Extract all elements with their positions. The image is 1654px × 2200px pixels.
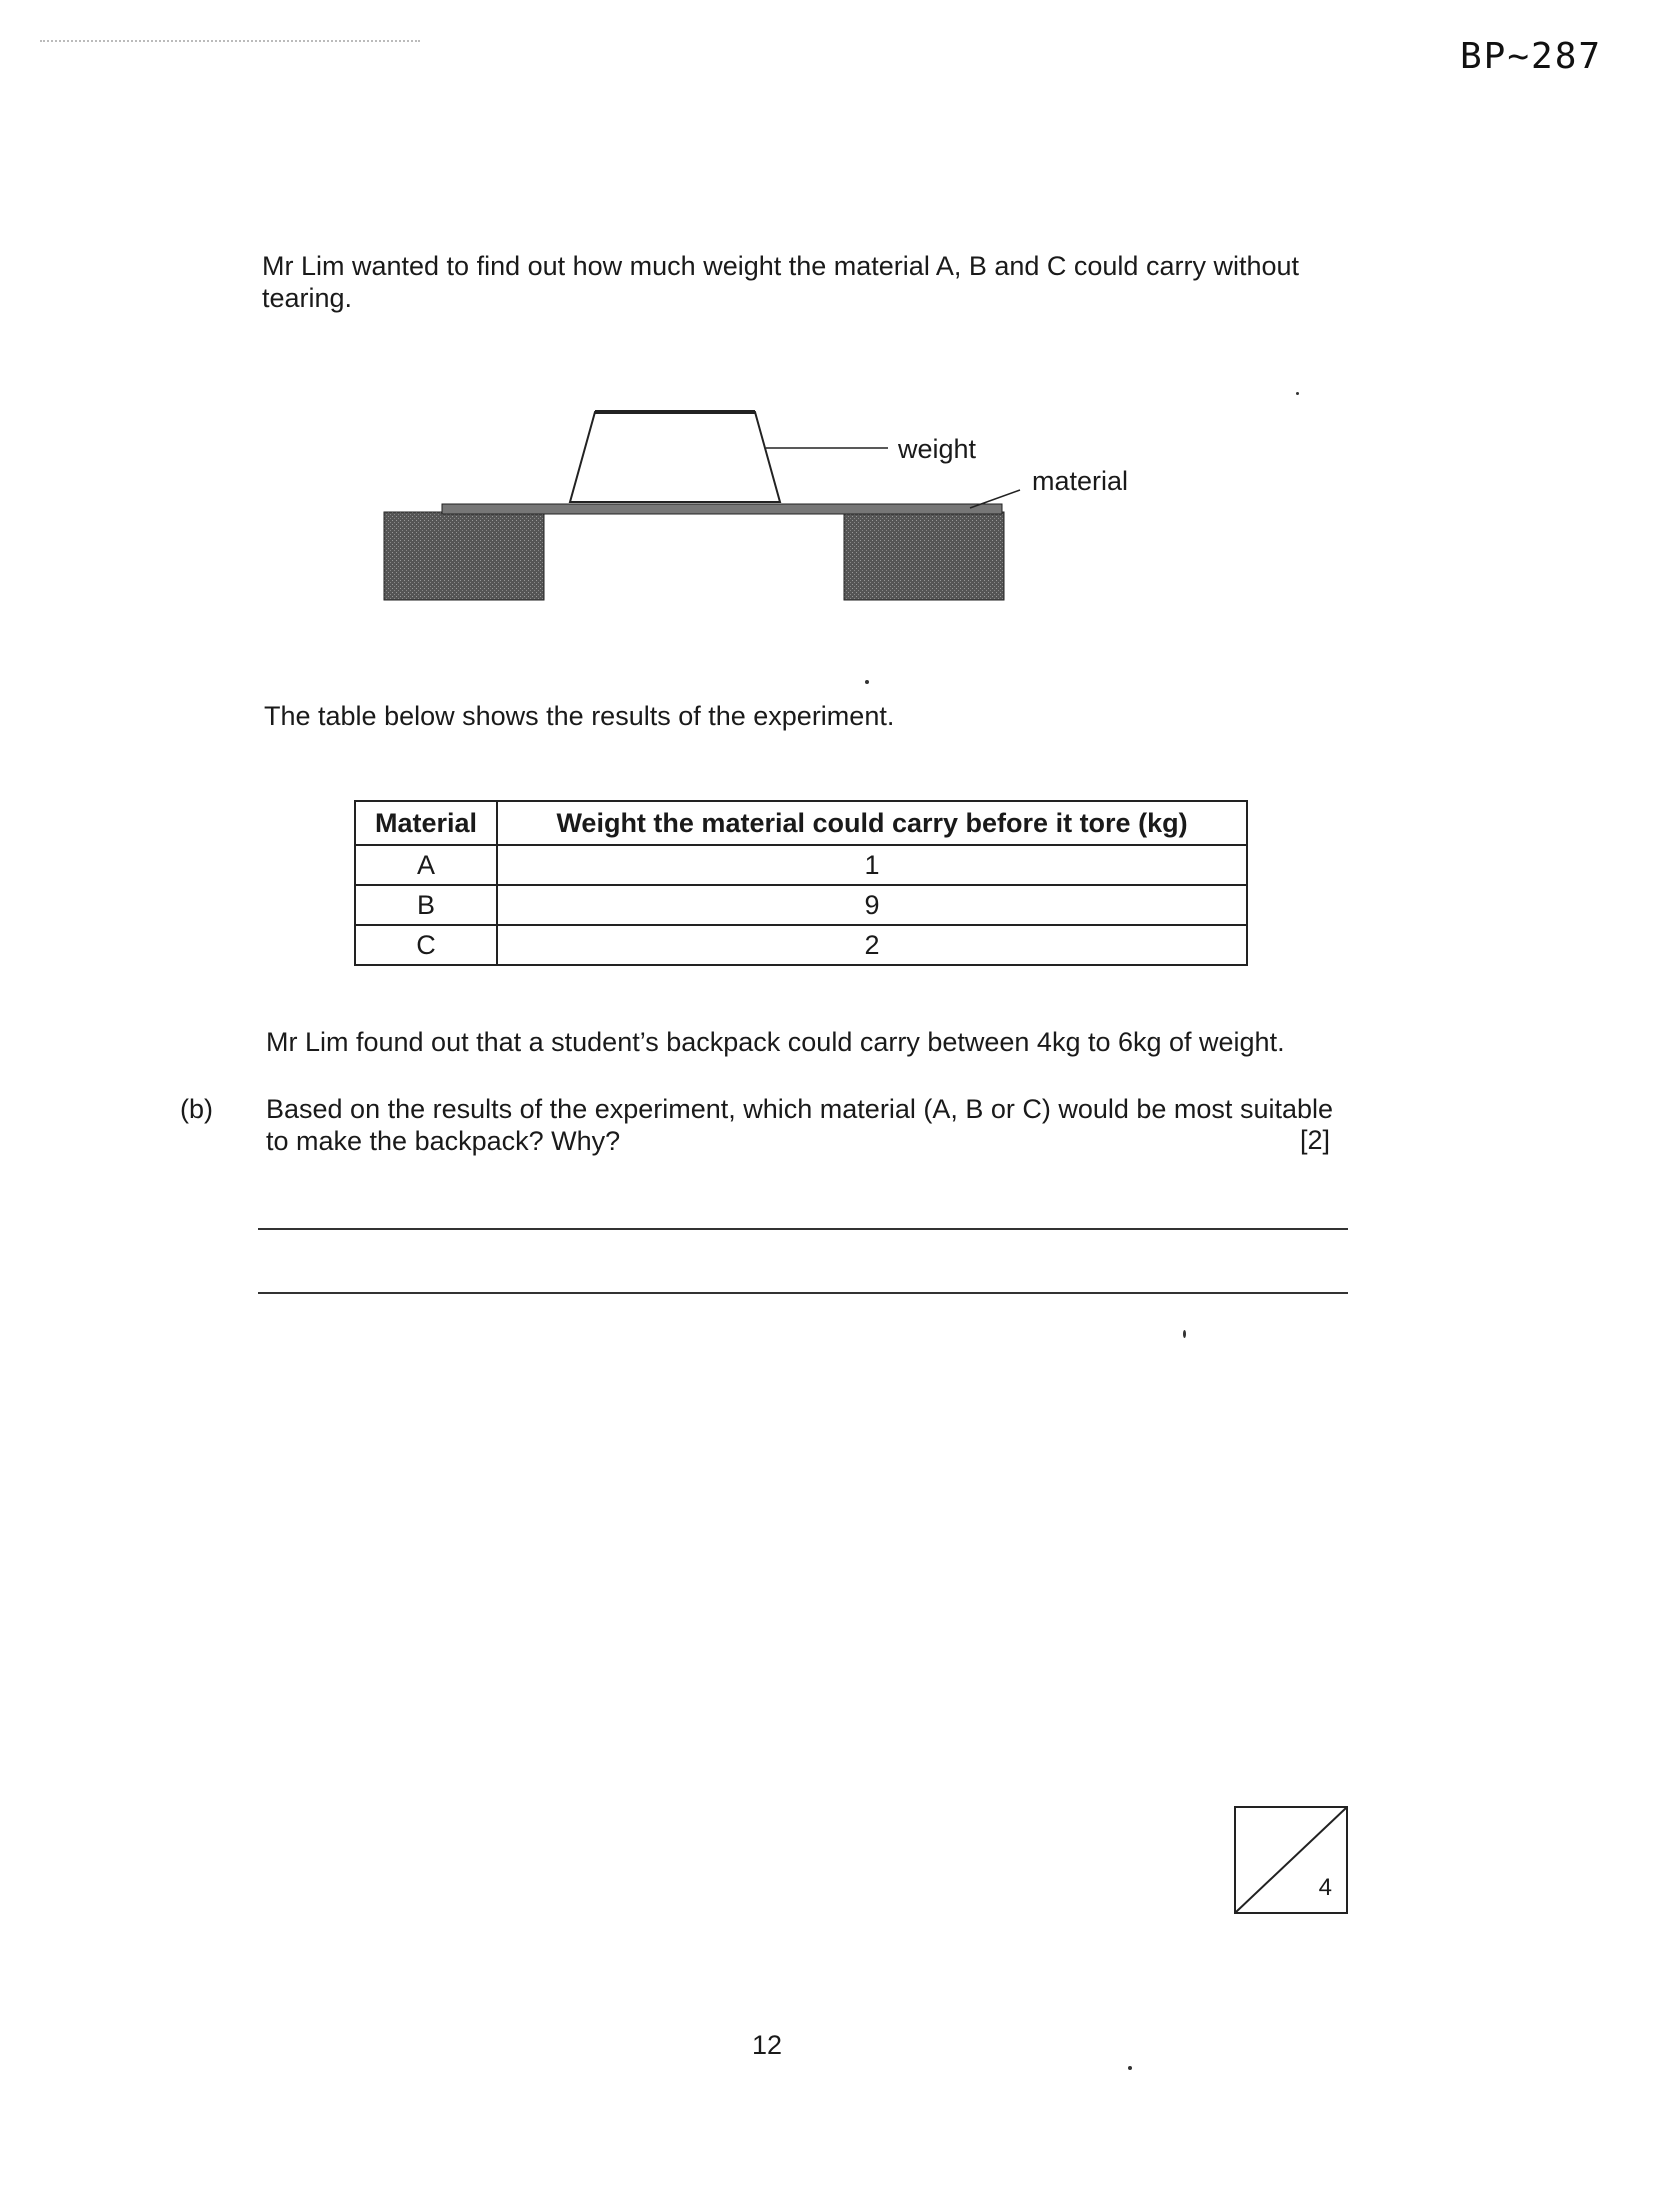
marks-value: 4 — [1318, 1874, 1332, 1901]
backpack-note-text: Mr Lim found out that a student’s backpack could carry between 4kg to 6kg of weight. — [266, 1027, 1285, 1057]
scan-speck — [1296, 392, 1299, 395]
right-support — [844, 512, 1004, 600]
answer-line[interactable] — [258, 1292, 1348, 1294]
scan-speck — [865, 680, 869, 684]
experiment-diagram — [380, 400, 1180, 620]
scan-speck — [1128, 2066, 1132, 2070]
cell-material: A — [355, 845, 497, 885]
table-row — [355, 925, 1247, 965]
paper-code: BP~287 — [1460, 36, 1603, 77]
weight-label: weight — [898, 434, 977, 464]
material-strip — [442, 504, 1002, 514]
scan-speck — [1183, 1330, 1186, 1338]
marks-box — [1234, 1806, 1348, 1914]
question-marks: [2] — [1300, 1125, 1331, 1155]
header-weight: Weight the material could carry before it tore (kg) — [497, 801, 1247, 845]
material-label: material — [1032, 466, 1129, 496]
table-intro-text: The table below shows the results of the experiment. — [264, 701, 895, 731]
experiment-diagram-svg — [380, 400, 1180, 620]
cell-weight: 9 — [497, 885, 1247, 925]
question-text: Based on the results of the experiment, which material (A, B or C) would be most suitable to make the backpack? Why? — [266, 1094, 1334, 1156]
cell-material: B — [355, 885, 497, 925]
header-material: Material — [355, 801, 497, 845]
question-label: (b) — [180, 1094, 213, 1124]
table-header-row — [355, 801, 1247, 845]
table-row — [355, 885, 1247, 925]
cell-weight: 2 — [497, 925, 1247, 965]
intro-text: Mr Lim wanted to find out how much weight the material A, B and C could carry without tearing. — [262, 251, 1299, 313]
results-table — [354, 800, 1248, 966]
scan-artifact — [40, 40, 420, 44]
page-number: 12 — [752, 2030, 783, 2060]
cell-material: C — [355, 925, 497, 965]
table-row — [355, 845, 1247, 885]
left-support — [384, 512, 544, 600]
cell-weight: 1 — [497, 845, 1247, 885]
answer-line[interactable] — [258, 1228, 1348, 1230]
weight-block — [570, 412, 780, 502]
